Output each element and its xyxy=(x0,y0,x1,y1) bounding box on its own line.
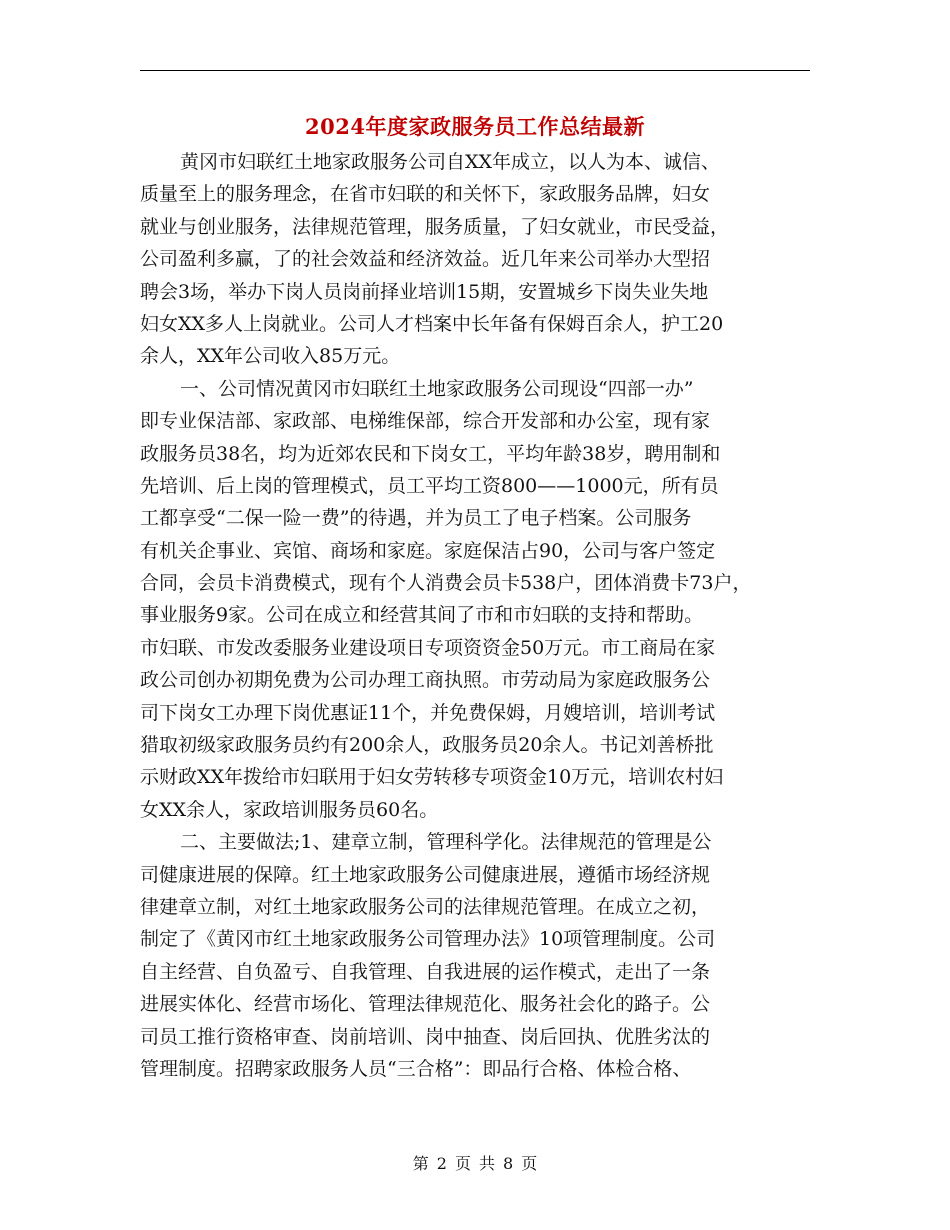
paragraph-2-line: 先培训、后上岗的管理模式，员工平均工资800——1000元，所有员 xyxy=(140,474,719,497)
paragraph-2-line: 一、公司情况黄冈市妇联红土地家政服务公司现设“四部一办” xyxy=(180,377,694,400)
paragraph-2-line: 女XX余人，家政培训服务员60名。 xyxy=(140,798,439,821)
paragraph-1-line: 质量至上的服务理念，在省市妇联的和关怀下，家政服务品牌，妇女 xyxy=(140,183,711,206)
paragraph-1-line: 黄冈市妇联红土地家政服务公司自XX年成立，以人为本、诚信、 xyxy=(180,151,721,173)
paragraph-3-line: 制定了《黄冈市红土地家政服务公司管理办法》10项管理制度。公司 xyxy=(140,928,716,951)
page-footer xyxy=(140,1152,810,1176)
paragraph-3-line: 二、主要做法;1、建章立制，管理科学化。法律规范的管理是公 xyxy=(180,831,712,854)
paragraph-2-line: 即专业保洁部、家政部、电梯维保部，综合开发部和办公室，现有家 xyxy=(140,410,711,433)
paragraph-2-line: 猎取初级家政服务员约有200余人，政服务员20余人。书记刘善桥批 xyxy=(140,734,714,757)
total-unit: 页 xyxy=(521,1154,538,1173)
paragraph-1-line: 妇女XX多人上岗就业。公司人才档案中长年备有保姆百余人，护工20 xyxy=(140,312,724,335)
paragraph-2-line: 有机关企事业、宾馆、商场和家庭。家庭保洁占90，公司与客户签定 xyxy=(140,539,716,562)
document-title: 2024年度家政服务员工作总结最新 xyxy=(305,114,645,139)
page-number: 2 xyxy=(436,1154,447,1173)
document-body xyxy=(140,146,810,1085)
paragraph-1-line: 就业与创业服务，法律规范管理，服务质量，了妇女就业，市民受益， xyxy=(140,215,730,238)
paragraph-1-line: 余人，XX年公司收入85万元。 xyxy=(140,345,401,368)
paragraph-2-line: 事业服务9家。公司在成立和经营其间了市和市妇联的支持和帮助。 xyxy=(140,604,704,627)
total-prefix: 共 xyxy=(479,1154,496,1173)
paragraph-2-line: 政公司创办初期免费为公司办理工商执照。市劳动局为家庭政服务公 xyxy=(140,669,711,692)
paragraph-3-line: 司健康进展的保障。红土地家政服务公司健康进展，遵循市场经济规 xyxy=(140,863,711,886)
paragraph-2-line: 市妇联、市发改委服务业建设项日专项资资金50万元。市工商局在家 xyxy=(140,636,716,659)
paragraph-2-line: 司下岗女工办理下岗优惠证11个，并免费保姆，月嫂培训，培训考试 xyxy=(140,701,716,724)
paragraph-2-line: 合同，会员卡消费模式，现有个人消费会员卡538户，团体消费卡73户， xyxy=(140,572,752,595)
page-prefix: 第 xyxy=(412,1154,429,1173)
total-pages: 8 xyxy=(503,1154,514,1173)
page-unit: 页 xyxy=(454,1154,471,1173)
paragraph-2-line: 政服务员38名，均为近郊农民和下岗女工，平均年龄38岁，聘用制和 xyxy=(140,442,721,465)
paragraph-1-line: 聘会3场，举办下岗人员岗前择业培训15期，安置城乡下岗失业失地 xyxy=(140,280,709,303)
paragraph-1-line: 公司盈利多赢，了的社会效益和经济效益。近几年来公司举办大型招 xyxy=(140,248,711,271)
paragraph-3-line: 管理制度。招聘家政服务人员“三合格”：即品行合格、体检合格、 xyxy=(140,1057,692,1080)
paragraph-3-line: 司员工推行资格审查、岗前培训、岗中抽查、岗后回执、优胜劣汰的 xyxy=(140,1025,711,1048)
paragraph-3-line: 进展实体化、经营市场化、管理法律规范化、服务社会化的路子。公 xyxy=(140,993,711,1016)
header-rule xyxy=(140,70,810,71)
paragraph-2-line: 示财政XX年拨给市妇联用于妇女劳转移专项资金10万元，培训农村妇 xyxy=(140,766,724,789)
paragraph-2-line: 工都享受“二保一险一费”的待遇，并为员工了电子档案。公司服务 xyxy=(140,507,692,530)
paragraph-3-line: 律建章立制，对红土地家政服务公司的法律规范管理。在成立之初， xyxy=(140,895,711,918)
paragraph-3-line: 自主经营、自负盈亏、自我管理、自我进展的运作模式，走出了一条 xyxy=(140,960,711,983)
